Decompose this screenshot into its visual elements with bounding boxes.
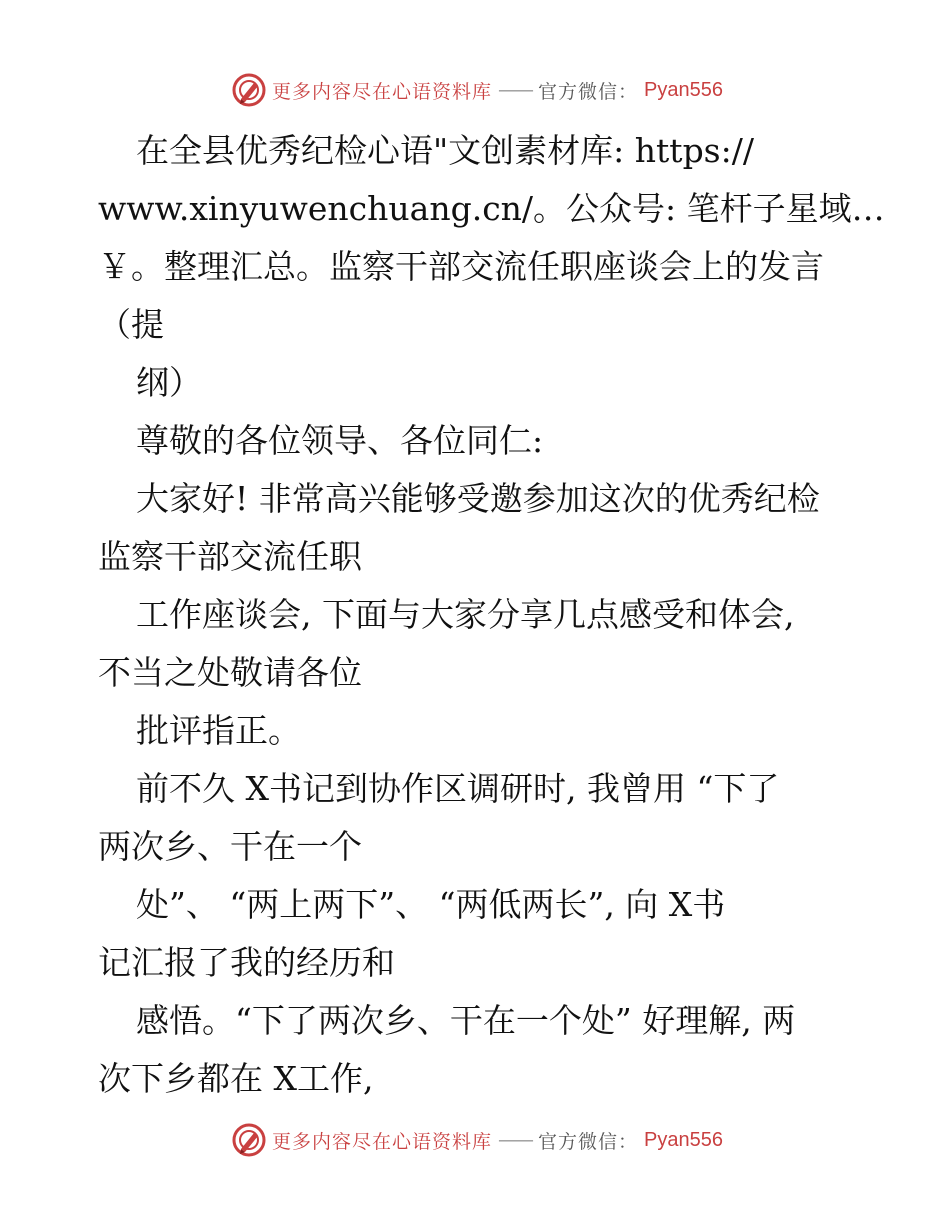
text-line: 尊敬的各位领导、各位同仁: — [136, 421, 544, 460]
text-line: 工作座谈会, 下面与大家分享几点感受和体会, — [136, 595, 795, 634]
footer-watermark — [232, 1122, 723, 1158]
text-line: 在全县优秀纪检心语"文创素材库: https:// — [136, 131, 754, 170]
pen-logo-icon — [232, 73, 266, 107]
text-line: 记汇报了我的经历和 — [98, 943, 395, 982]
text-line: 不当之处敬请各位 — [98, 653, 362, 692]
document-body — [98, 122, 885, 1108]
watermark-brand-text: 更多内容尽在心语资料库 — [272, 80, 493, 103]
text-line: 纲） — [136, 363, 202, 402]
header-watermark — [232, 72, 723, 108]
text-line: 感悟。“下了两次乡、干在一个处” 好理解, 两 — [136, 1001, 796, 1040]
watermark-official-label: 官方微信： — [538, 80, 639, 103]
watermark-brand-text: 更多内容尽在心语资料库 — [272, 1130, 493, 1153]
watermark-dash: —— — [498, 1129, 533, 1151]
text-line: 处”、 “两上两下”、 “两低两长”, 向 X书 — [136, 885, 726, 924]
text-line: 次下乡都在 X工作, — [98, 1059, 374, 1098]
text-line: 大家好! 非常高兴能够受邀参加这次的优秀纪检 — [136, 479, 820, 518]
text-line: www.xinyuwenchuang.cn/。公众号: 笔杆子星域… — [98, 189, 885, 228]
text-line: （提 — [98, 305, 164, 344]
text-line: ￥。整理汇总。监察干部交流任职座谈会上的发言 — [98, 247, 824, 286]
watermark-wechat-id: Pyan556 — [644, 78, 723, 101]
pen-logo-icon — [232, 1123, 266, 1157]
text-line: 批评指正。 — [136, 711, 301, 750]
watermark-official-label: 官方微信： — [538, 1130, 639, 1153]
watermark-wechat-id: Pyan556 — [644, 1128, 723, 1151]
text-line: 监察干部交流任职 — [98, 537, 362, 576]
text-line: 前不久 X书记到协作区调研时, 我曾用 “下了 — [136, 769, 780, 808]
watermark-dash: —— — [498, 79, 533, 101]
text-line: 两次乡、干在一个 — [98, 827, 362, 866]
